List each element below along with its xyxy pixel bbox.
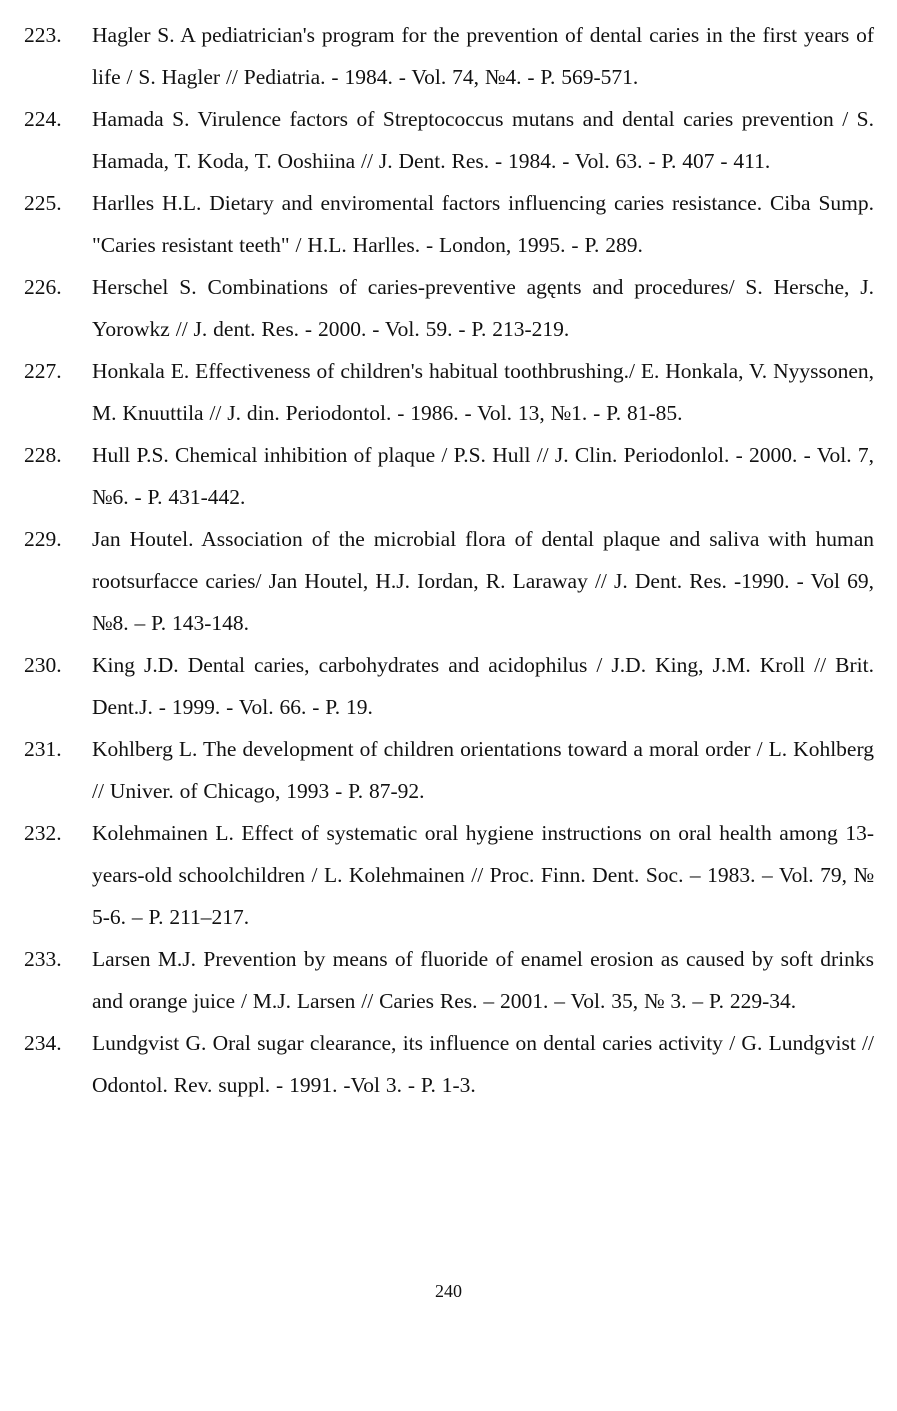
reference-item	[24, 98, 874, 182]
reference-item	[24, 728, 874, 812]
reference-text: Hull P.S. Chemical inhibition of plaque / P.S. Hull // J. Clin. Periodonlol. - 2000. - Vol. 7, №6. - P. 431-442.	[92, 443, 874, 509]
reference-text: Larsen M.J. Prevention by means of fluoride of enamel erosion as caused by soft drinks and orange juice / M.J. Larsen // Caries Res. – 2001. – Vol. 35, № 3. – P. 229-34.	[92, 947, 874, 1013]
reference-text: King J.D. Dental caries, carbohydrates and acidophilus / J.D. King, J.M. Kroll // Brit. Dent.J. - 1999. - Vol. 66. - P. 19.	[92, 653, 874, 719]
reference-item	[24, 14, 874, 98]
reference-number: 224.	[24, 107, 62, 131]
reference-text: Jan Houtel. Association of the microbial flora of dental plaque and saliva with human rootsurfacce caries/ Jan Houtel, H.J. Iordan, R. Laraway // J. Dent. Res. -1990. - Vol 69, №8. – P. 143-148.	[92, 527, 874, 635]
reference-number: 223.	[24, 23, 62, 47]
reference-text: Lundgvist G. Oral sugar clearance, its influence on dental caries activity / G. Lundgvist // Odontol. Rev. suppl. - 1991. -Vol 3. - P. 1-3.	[92, 1031, 874, 1097]
reference-text: Hamada S. Virulence factors of Streptococcus mutans and dental caries prevention / S. Hamada, T. Koda, T. Ooshiina // J. Dent. Res. - 1984. - Vol. 63. - P. 407 - 411.	[92, 107, 874, 173]
reference-item	[24, 644, 874, 728]
reference-text: Honkala E. Effectiveness of children's habitual toothbrushing./ E. Honkala, V. Nyyssonen, M. Knuuttila // J. din. Periodontol. - 1986. - Vol. 13, №1. - P. 81-85.	[92, 359, 874, 425]
reference-number: 231.	[24, 737, 62, 761]
reference-item	[24, 434, 874, 518]
reference-text: Herschel S. Combinations of caries-preventive agęnts and procedures/ S. Hersche, J. Yorowkz // J. dent. Res. - 2000. - Vol. 59. - P. 213-219.	[92, 275, 874, 341]
reference-item	[24, 938, 874, 1022]
reference-item	[24, 266, 874, 350]
reference-number: 229.	[24, 527, 62, 551]
reference-text: Hagler S. A pediatrician's program for the prevention of dental caries in the first years of life / S. Hagler // Pediatria. - 1984. - Vol. 74, №4. - P. 569-571.	[92, 23, 874, 89]
reference-item	[24, 518, 874, 644]
reference-number: 234.	[24, 1031, 62, 1055]
reference-item	[24, 812, 874, 938]
page-number: 240	[435, 1281, 462, 1301]
reference-text: Kohlberg L. The development of children orientations toward a moral order / L. Kohlberg // Univer. of Chicago, 1993 - P. 87-92.	[92, 737, 874, 803]
reference-number: 233.	[24, 947, 62, 971]
reference-list	[24, 14, 874, 1106]
reference-number: 232.	[24, 821, 62, 845]
reference-item	[24, 350, 874, 434]
reference-text: Harlles H.L. Dietary and enviromental factors influencing caries resistance. Ciba Sump. "Caries resistant teeth" / H.L. Harlles. - London, 1995. - P. 289.	[92, 191, 874, 257]
reference-number: 230.	[24, 653, 62, 677]
reference-item	[24, 182, 874, 266]
reference-item	[24, 1022, 874, 1106]
reference-number: 226.	[24, 275, 62, 299]
reference-text: Kolehmainen L. Effect of systematic oral hygiene instructions on oral health among 13-years-old schoolchildren / L. Kolehmainen // Proc. Finn. Dent. Soc. – 1983. – Vol. 79, № 5-6. – P. 211–217.	[92, 821, 874, 929]
reference-number: 228.	[24, 443, 62, 467]
reference-number: 225.	[24, 191, 62, 215]
reference-number: 227.	[24, 359, 62, 383]
